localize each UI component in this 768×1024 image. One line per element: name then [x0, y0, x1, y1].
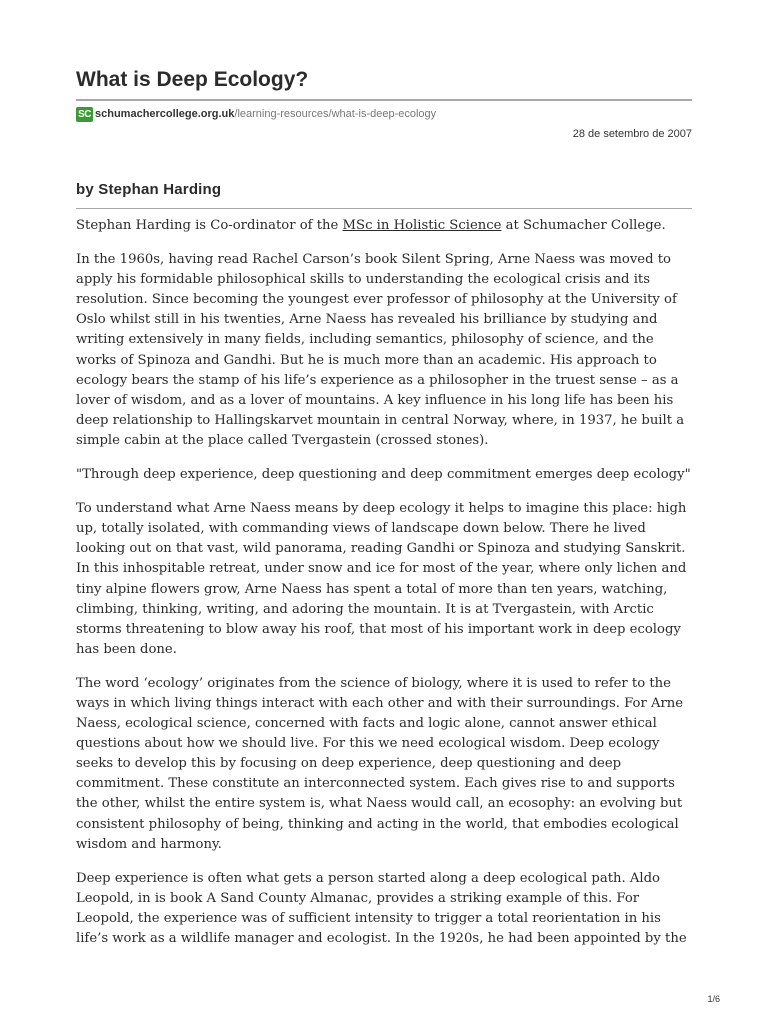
intro-text-after: at Schumacher College.: [501, 218, 666, 233]
intro-paragraph: [76, 216, 692, 236]
intro-text-before: Stephan Harding is Co-ordinator of the: [76, 218, 343, 233]
source-link[interactable]: [95, 108, 436, 120]
source-line: [76, 106, 436, 122]
source-domain: schumachercollege.org.uk: [95, 108, 235, 120]
page-number: 1/6: [707, 994, 720, 1004]
byline-divider: [76, 208, 692, 209]
author-byline: by Stephan Harding: [76, 181, 222, 198]
msc-holistic-science-link[interactable]: MSc in Holistic Science: [342, 218, 502, 233]
page-title: What is Deep Ecology?: [76, 68, 309, 91]
publication-date: 28 de setembro de 2007: [572, 128, 692, 140]
schumacher-logo-icon: SC: [76, 107, 93, 122]
title-divider: [76, 99, 692, 101]
paragraph-ecology-definition: The word ‘ecology’ originates from the science of biology, where it is used to refer to the ways in which living things interact with each other and with their surroundings. For Arne Naess, ecological science, concerned with facts and logic alone, cannot answer ethical questions about how we should live. For this we need ecological wisdom. Deep ecology seeks to develop this by focusing on deep experience, deep questioning and deep commitment. These constitute an interconnected system. Each gives rise to and supports the other, whilst the entire system is, what Naess would call, an ecosophy: an evolving but consistent philosophy of being, thinking and acting in the world, that embodies ecological wisdom and harmony.: [76, 675, 684, 852]
article-body: [76, 216, 692, 963]
paragraph-naess-background: In the 1960s, having read Rachel Carson’s book Silent Spring, Arne Naess was moved to apply his formidable philosophical skills to understanding the ecological crisis and its resolution. Since becoming the youngest ever professor of philosophy at the University of Oslo whilst still in his twenties, Arne Naess has revealed his brilliance by studying and writing extensively in many fields, including semantics, philosophy of science, and the works of Spinoza and Gandhi. But he is much more than an academic. His approach to ecology bears the stamp of his life’s experience as a philosopher in the truest sense – as a lover of wisdom, and as a lover of mountains. A key influence in his long life has been his deep relationship to Hallingskarvet mountain in central Norway, where, in 1937, he built a simple cabin at the place called Tvergastein (crossed stones).: [76, 252, 685, 448]
paragraph-quote: "Through deep experience, deep questioning and deep commitment emerges deep ecology": [76, 467, 691, 483]
source-path: /learning-resources/what-is-deep-ecology: [234, 108, 437, 120]
paragraph-deep-experience: Deep experience is often what gets a person started along a deep ecological path. Aldo Leopold, in is book A Sand County Almanac, provides a striking example of this. For Leopold, the experience was of sufficient intensity to trigger a total reorientation in his life’s work as a wildlife manager and ecologist. In the 1920s, he had been appointed by the: [76, 870, 687, 946]
paragraph-tvergastein: To understand what Arne Naess means by deep ecology it helps to imagine this place: high up, totally isolated, with commanding views of landscape down below. There he lived looking out on that vast, wild panorama, reading Gandhi or Spinoza and studying Sanskrit. In this inhospitable retreat, under snow and ice for most of the year, where only lichen and tiny alpine flowers grow, Arne Naess has spent a total of more than ten years, watching, climbing, thinking, writing, and adoring the mountain. It is at Tvergastein, with Arctic storms threatening to blow away his roof, that most of his important work in deep ecology has been done.: [76, 501, 687, 657]
